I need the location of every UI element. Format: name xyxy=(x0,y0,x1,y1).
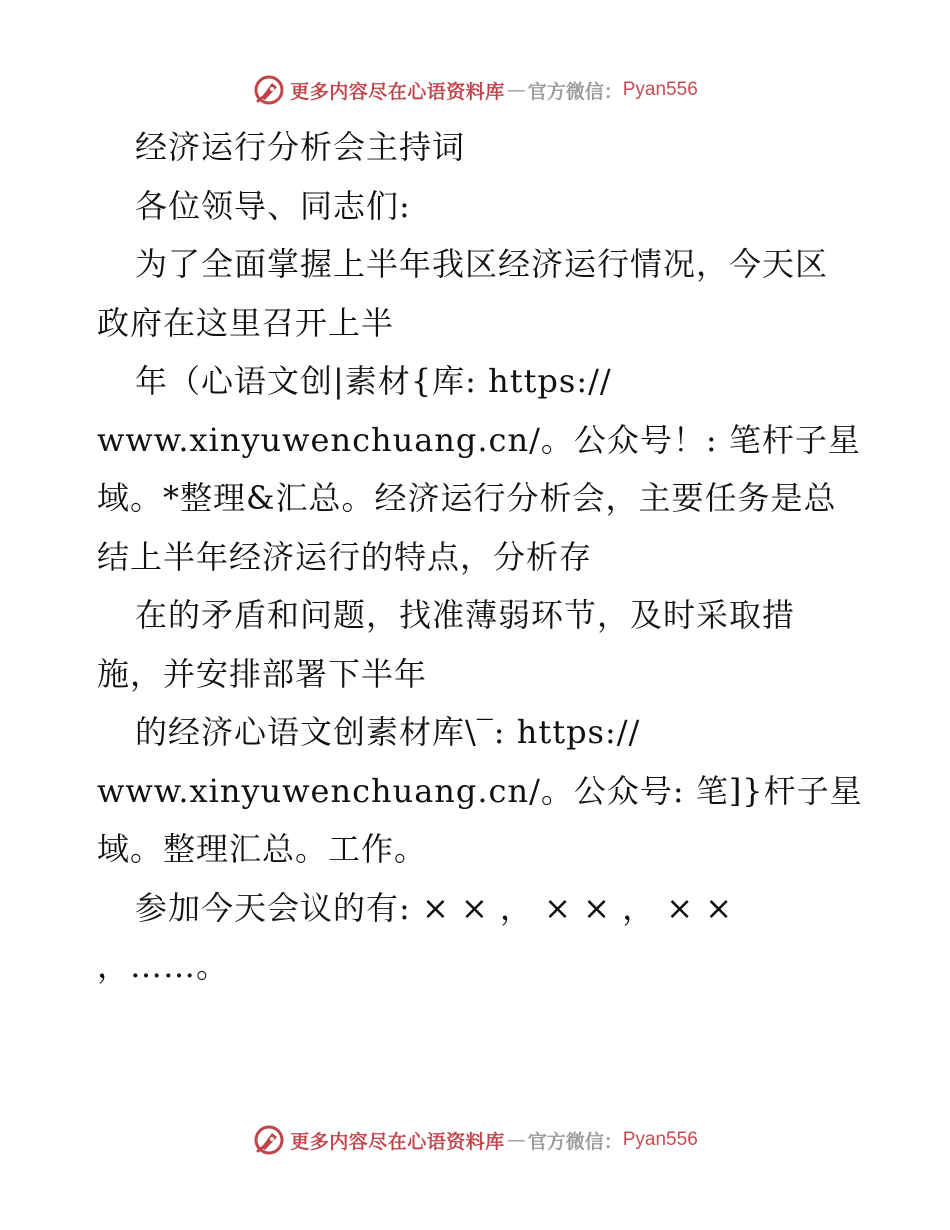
banner-wechat-id: Pyan556 xyxy=(622,1129,698,1150)
paragraph-line: 域。整理汇总。工作。 xyxy=(97,830,428,868)
banner-main-text: 更多内容尽在心语资料库 xyxy=(290,80,505,103)
document-body xyxy=(97,118,863,996)
paragraph-line: www.xinyuwenchuang.cn/。公众号: 笔]}杆子星 xyxy=(97,771,863,810)
paragraph-line: 政府在这里召开上半 xyxy=(97,303,395,342)
document-title: 经济运行分析会主持词 xyxy=(135,128,466,166)
paragraph-line: ，……。 xyxy=(97,947,230,985)
paragraph-line: 结上半年经济运行的特点，分析存 xyxy=(97,537,593,576)
header-banner xyxy=(0,70,950,110)
pen-nib-logo-icon xyxy=(252,73,286,107)
banner-main-text: 更多内容尽在心语资料库 xyxy=(290,1130,505,1153)
paragraph-line: 的经济心语文创素材库\‾: https:// xyxy=(135,713,641,751)
banner-dash: — xyxy=(506,79,526,101)
banner-wechat-id: Pyan556 xyxy=(622,79,698,100)
banner-dash: — xyxy=(506,1129,526,1151)
footer-banner xyxy=(0,1120,950,1160)
salutation: 各位领导、同志们: xyxy=(135,186,411,225)
banner-wechat-label: 官方微信： xyxy=(527,80,623,103)
pen-nib-logo-icon xyxy=(252,1123,286,1157)
paragraph-line: 施，并安排部署下半年 xyxy=(97,654,428,693)
paragraph-line: 在的矛盾和问题，找准薄弱环节，及时采取措 xyxy=(135,596,796,634)
paragraph-line: www.xinyuwenchuang.cn/。公众号！: 笔杆子星 xyxy=(97,420,861,459)
paragraph-line: 年（心语文创|素材{库: https:// xyxy=(135,362,612,400)
paragraph-line: 参加今天会议的有: × × ， × × ， × × xyxy=(135,888,734,927)
banner-wechat-label: 官方微信： xyxy=(527,1130,623,1153)
paragraph-line: 域。*整理&汇总。经济运行分析会，主要任务是总 xyxy=(97,479,837,517)
paragraph-line: 为了全面掌握上半年我区经济运行情况，今天区 xyxy=(135,245,829,283)
